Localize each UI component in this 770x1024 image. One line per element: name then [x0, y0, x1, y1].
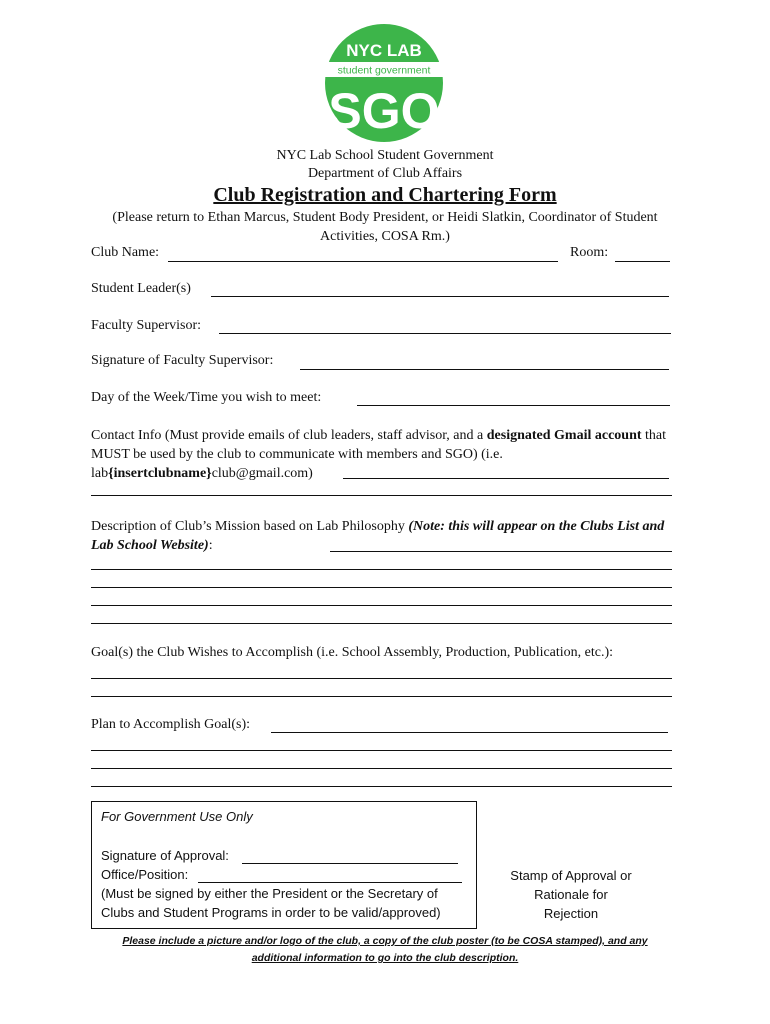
description-label: Description of Club’s Mission based on Lab Philosophy (Note: this will appear on the Clubs List and Lab School Website): [91, 519, 665, 553]
faculty-signature-field[interactable] [300, 369, 669, 370]
office-position-field[interactable] [198, 882, 462, 883]
room-label: Room: [570, 245, 609, 260]
room-field[interactable] [615, 261, 670, 262]
plan-field-3[interactable] [91, 768, 672, 769]
government-use-heading: For Government Use Only [101, 809, 253, 824]
stamp-line3: Rejection [543, 906, 599, 921]
return-instructions: (Please return to Ethan Marcus, Student Body President, or Heidi Slatkin, Coordinator of Student Activities, COSA Rm.) [112, 210, 658, 244]
logo-top-text: NYC LAB [346, 41, 422, 60]
club-name-label: Club Name: [91, 245, 160, 260]
government-use-box [91, 801, 477, 929]
stamp-area [494, 866, 648, 923]
plan-label: Plan to Accomplish Goal(s): [91, 717, 251, 732]
footer-line1: Please include a picture and/or logo of the club, a copy of the club poster (to be COSA stamped), and any [122, 935, 648, 947]
description-field-4[interactable] [91, 605, 672, 606]
department-name: Department of Club Affairs [307, 166, 463, 181]
description-field-1[interactable] [330, 551, 672, 552]
goals-field-2[interactable] [91, 696, 672, 697]
approval-note-line1: (Must be signed by either the President or the Secretary of [101, 886, 438, 901]
meeting-time-field[interactable] [357, 405, 670, 406]
student-leaders-field[interactable] [211, 296, 669, 297]
meeting-time-label: Day of the Week/Time you wish to meet: [91, 390, 322, 405]
description-field-5[interactable] [91, 623, 672, 624]
stamp-line1: Stamp of Approval or [510, 868, 632, 883]
description-field-2[interactable] [91, 569, 672, 570]
approval-signature-label: Signature of Approval: [101, 848, 229, 863]
faculty-supervisor-field[interactable] [219, 333, 671, 334]
logo-big-text: SGO [328, 83, 440, 139]
club-name-field[interactable] [168, 261, 558, 262]
plan-field-1[interactable] [271, 732, 668, 733]
goals-field-1[interactable] [91, 678, 672, 679]
org-name: NYC Lab School Student Government [276, 148, 494, 163]
sgo-logo [324, 22, 444, 144]
contact-info-field-1[interactable] [343, 478, 669, 479]
contact-info-text: Contact Info (Must provide emails of club leaders, staff advisor, and a designated Gmail account that MUST be used by the club to communicate with members and SGO) (i.e. lab{insertclubname}club@gmail.com) [91, 428, 667, 481]
student-leaders-label: Student Leader(s) [91, 281, 191, 296]
office-position-label: Office/Position: [101, 867, 189, 882]
footer-line2: additional information to go into the club description. [251, 952, 519, 964]
description-field-3[interactable] [91, 587, 672, 588]
faculty-supervisor-label: Faculty Supervisor: [91, 318, 202, 333]
plan-field-4[interactable] [91, 786, 672, 787]
goals-label: Goal(s) the Club Wishes to Accomplish (i.e. School Assembly, Production, Publication, etc.): [91, 645, 614, 660]
approval-signature-field[interactable] [242, 863, 458, 864]
plan-field-2[interactable] [91, 750, 672, 751]
contact-info-field-2[interactable] [91, 495, 672, 496]
stamp-line2: Rationale for [534, 887, 608, 902]
logo-band-text: student government [337, 64, 431, 77]
faculty-signature-label: Signature of Faculty Supervisor: [91, 353, 274, 368]
footer-note [80, 933, 690, 967]
approval-note-line2: Clubs and Student Programs in order to be valid/approved) [101, 905, 441, 920]
form-title: Club Registration and Chartering Form [213, 184, 557, 206]
